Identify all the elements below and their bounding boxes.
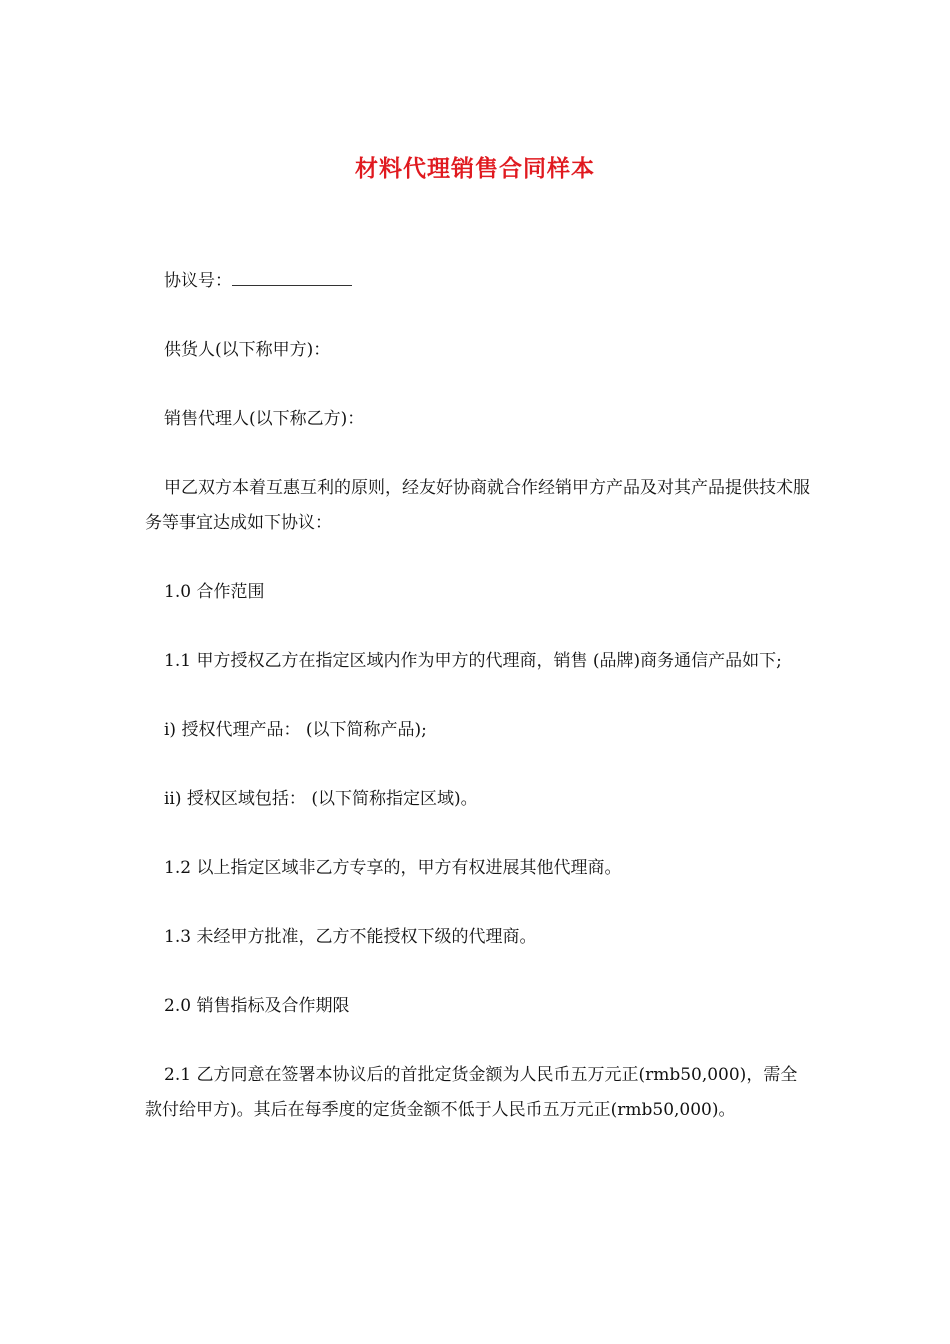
section-heading-1-0: 1.0 合作范围 bbox=[164, 582, 265, 602]
document-body bbox=[145, 264, 810, 1162]
clause-1-1: 1.1 甲方授权乙方在指定区域内作为甲方的代理商，销售 (品牌)商务通信产品如下; bbox=[164, 651, 782, 671]
clause-1-1-i: i) 授权代理产品： (以下简称产品); bbox=[164, 720, 427, 740]
agreement-number-blank bbox=[232, 267, 352, 286]
paragraph-supplier: 供货人(以下称甲方)： bbox=[164, 340, 331, 360]
clause-1-1-ii: ii) 授权区域包括： (以下简称指定区域)。 bbox=[164, 789, 478, 809]
clause-1-3: 1.3 未经甲方批准，乙方不能授权下级的代理商。 bbox=[164, 927, 537, 947]
paragraph-preamble: 甲乙双方本着互惠互利的原则，经友好协商就合作经销甲方产品及对其产品提供技术服务等事宜达成如下协议： bbox=[145, 478, 810, 533]
clause-2-1: 2.1 乙方同意在签署本协议后的首批定货金额为人民币五万元正(rmb50,000)，需全款付给甲方)。其后在每季度的定货金额不低于人民币五万元正(rmb50,000)。 bbox=[145, 1065, 798, 1120]
paragraph-agreement-no bbox=[145, 264, 810, 299]
paragraph-agent: 销售代理人(以下称乙方)： bbox=[164, 409, 365, 429]
paragraph-text: 协议号： bbox=[164, 271, 232, 291]
clause-1-2: 1.2 以上指定区域非乙方专享的，甲方有权进展其他代理商。 bbox=[164, 858, 622, 878]
document-title: 材料代理销售合同样本 bbox=[355, 156, 595, 182]
section-heading-2-0: 2.0 销售指标及合作期限 bbox=[164, 996, 350, 1016]
